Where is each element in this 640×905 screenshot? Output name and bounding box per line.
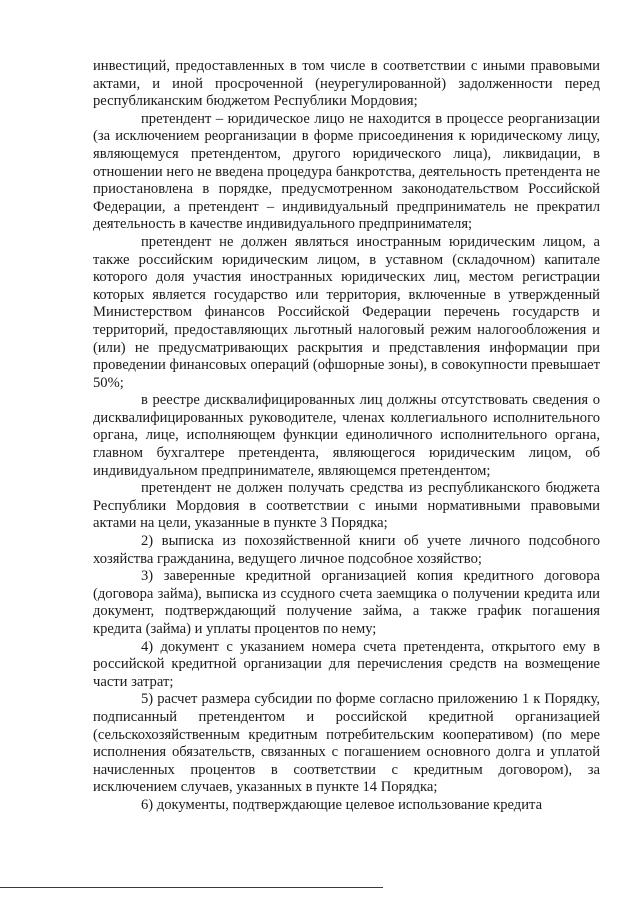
paragraph-disqualified-registry: в реестре дисквалифицированных лиц должны отсутствовать сведения о дисквалифицированных руководителе, членах коллегиального исполнительного органа, лице, исполняющем функции единоличного исполнительного органа, главном бухгалтере претендента, являющегося юридическим лицом, об индивидуальном предпринимателе, являющемся претендентом; xyxy=(93,392,600,479)
list-item-2: 2) выписка из похозяйственной книги об учете личного подсобного хозяйства гражданина, ведущего личное подсобное хозяйство; xyxy=(93,533,600,567)
list-item-3: 3) заверенные кредитной организацией копия кредитного договора (договора займа), выписка из ссудного счета заемщика о получении кредита или документ, подтверждающий получение займа, а также график погашения кредита (займа) и уплаты процентов по нему; xyxy=(93,568,600,637)
document-body xyxy=(93,58,600,815)
paragraph-continuation: инвестиций, предоставленных в том числе в соответствии с иными правовыми актами, и иной просроченной (неурегулированной) задолженности перед республиканским бюджетом Республики Мордовия; xyxy=(93,58,600,110)
list-item-4: 4) документ с указанием номера счета претендента, открытого ему в российской кредитной организации для перечисления средств на возмещение части затрат; xyxy=(93,638,600,690)
paragraph-reorganization: претендент – юридическое лицо не находится в процессе реорганизации (за исключением реорганизации в форме присоединения к юридическому лицу, являющемуся претендентом, другого юридического лица), ликвидации, в отношении него не введена процедура банкротства, деятельность претендента не приостановлена в порядке, предусмотренном законодательством Российской Федерации, а претендент – индивидуальный предприниматель не прекратил деятельность в качестве индивидуального предпринимателя; xyxy=(93,110,600,233)
paragraph-budget-funds: претендент не должен получать средства из республиканского бюджета Республики Мордовия в соответствии с иными нормативными правовыми актами на цели, указанные в пункте 3 Порядка; xyxy=(93,480,600,532)
list-item-6: 6) документы, подтверждающие целевое использование кредита xyxy=(141,796,543,813)
footer-divider xyxy=(0,887,383,888)
paragraph-foreign-entity: претендент не должен являться иностранным юридическим лицом, а также российским юридическим лицом, в уставном (складочном) капитале которого доля участия иностранных юридических лиц, местом регистрации которых является государство или территория, включенные в утвержденный Министерством финансов Российской Федерации перечень государств и территорий, предоставляющих льготный налоговый режим налогообложения и (или) не предусматривающих раскрытия и представления информации при проведении финансовых операций (офшорные зоны), в совокупности превышает 50%; xyxy=(93,233,600,391)
list-item-5: 5) расчет размера субсидии по форме согласно приложению 1 к Порядку, подписанный претендентом и российской кредитной организацией (сельскохозяйственным кредитным потребительским кооперативом) (по мере исполнения обязательств, связанных с погашением основного долга и уплатой начисленных процентов в соответствии с кредитным договором), за исключением случаев, указанных в пункте 14 Порядка; xyxy=(93,691,600,796)
